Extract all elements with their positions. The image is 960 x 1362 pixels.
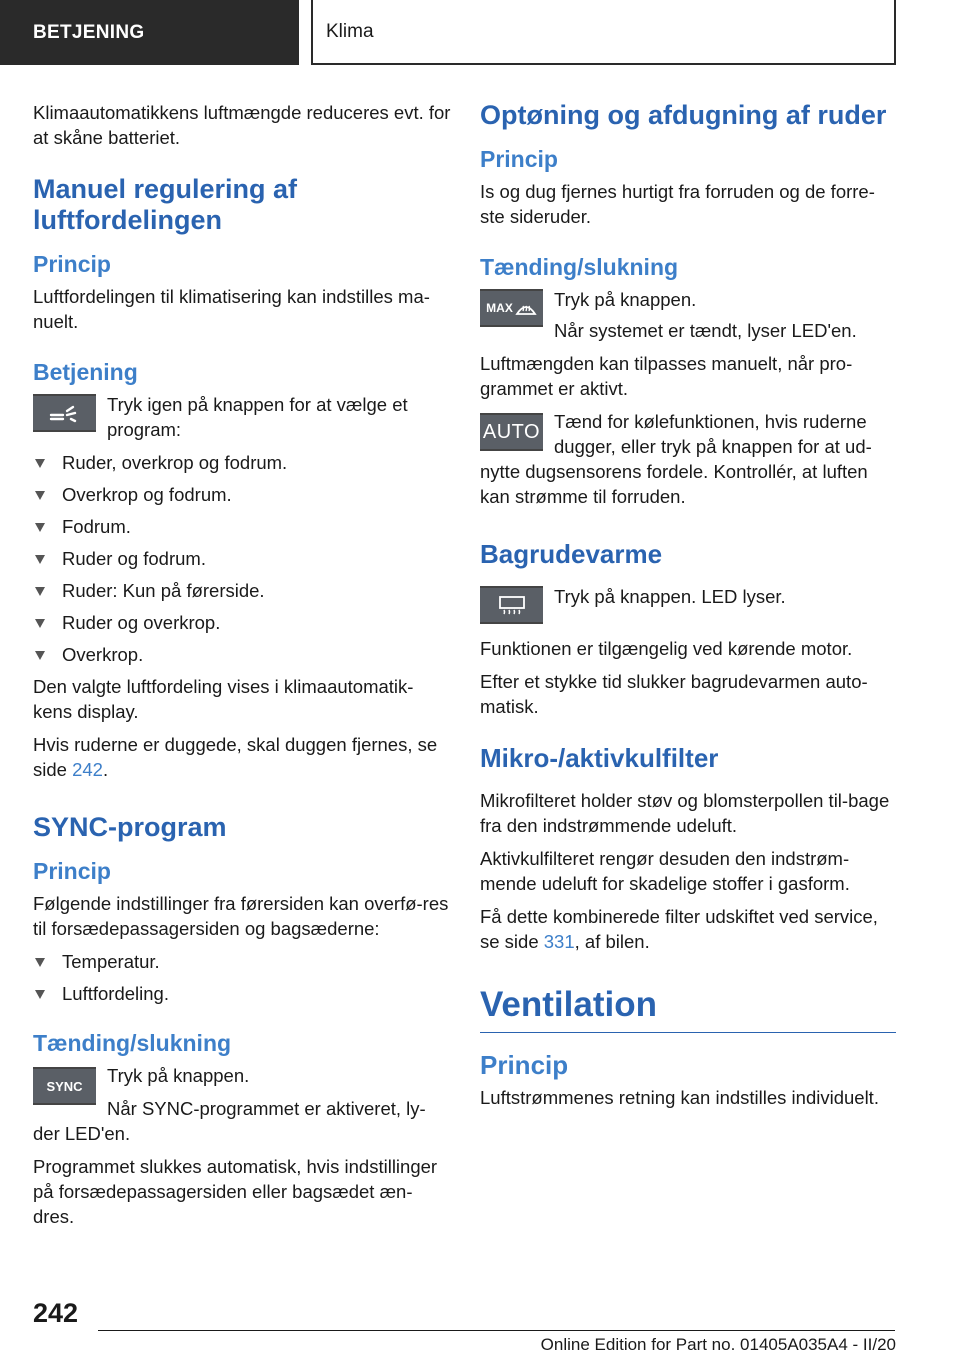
list-item: Ruder, overkrop og fodrum. (33, 450, 451, 475)
auto-text: Tænd for kølefunktionen, hvis ruderne dugger, eller tryk på knappen for at ud-nytte dugsensorens fordele. Kontrollér, at luften kan strømme til forruden. (480, 411, 872, 507)
tending-heading: Tænding/slukning (33, 1030, 232, 1056)
betjening-heading: Betjening (33, 359, 138, 385)
list-item: Fodrum. (33, 514, 451, 539)
section-title: BETJENING (33, 21, 145, 43)
princip-heading: Princip (33, 251, 111, 277)
auto-label: AUTO (482, 420, 541, 443)
page-link[interactable]: 331 (543, 931, 575, 952)
triangle-bullet-icon (35, 651, 45, 660)
sync-button-icon (33, 1067, 96, 1105)
airflow-button-row (33, 392, 451, 442)
max-defrost-button-icon (480, 289, 543, 327)
intro-text: Klimaautomatikkens luftmængde reduceres evt. for at skåne batteriet. (33, 102, 451, 148)
sync-press: Tryk på knappen. (107, 1065, 250, 1086)
sync-label: SYNC (46, 1078, 83, 1094)
defog-heading: Optøning og afdugning af ruder (480, 100, 887, 130)
footer-divider (98, 1330, 895, 1331)
rear-button-row (480, 584, 896, 628)
rear-press: Tryk på knappen. LED lyser. (554, 586, 786, 607)
list-item: Temperatur. (33, 949, 451, 974)
list-item: Ruder og fodrum. (33, 546, 451, 571)
princip-heading: Princip (480, 146, 558, 172)
triangle-bullet-icon (35, 459, 45, 468)
tending-heading: Tænding/slukning (480, 254, 679, 280)
max-led: Når systemet er tændt, lyser LED'en. (554, 320, 857, 341)
sync-heading: SYNC-program (33, 812, 227, 842)
triangle-bullet-icon (35, 491, 45, 500)
triangle-bullet-icon (35, 587, 45, 596)
sync-block (33, 1063, 451, 1146)
section-tab (0, 0, 299, 65)
triangle-bullet-icon (35, 958, 45, 967)
max-button-row (480, 287, 896, 343)
triangle-bullet-icon (35, 619, 45, 628)
sync-off: Programmet slukkes automatisk, hvis indstillinger på forsædepassagersiden eller bagsædet æn-dres. (33, 1156, 438, 1227)
triangle-bullet-icon (35, 523, 45, 532)
airflow-text: Luftmængden kan tilpasses manuelt, når pro-grammet er aktivt. (480, 353, 853, 399)
sync-led: Når SYNC-programmet er aktiveret, ly-der LED'en. (33, 1098, 426, 1144)
list-item: Overkrop. (33, 642, 451, 667)
filter-text-1: Mikrofilteret holder støv og blomsterpollen til-bage fra den indstrømmende udeluft. (480, 790, 890, 836)
vent-text: Luftstrømmenes retning kan indstilles individuelt. (480, 1087, 879, 1108)
triangle-bullet-icon (35, 990, 45, 999)
list-item: Ruder: Kun på førerside. (33, 578, 451, 603)
rear-func: Funktionen er tilgængelig ved kørende motor. (480, 638, 853, 659)
page-number: 242 (33, 1298, 79, 1328)
princip-text: Følgende indstillinger fra førersiden kan overfø-res til forsædepassagersiden og bagsæderne: (33, 893, 449, 939)
manual-heading: Manuel regulering af luftfordelingen (33, 174, 298, 235)
filter-text-3: Få dette kombinerede filter udskiftet ved service, se side 331, af bilen. (480, 906, 878, 952)
filter-text-2: Aktivkulfilteret rengør desuden den indstrøm-mende udeluft for skadelige stoffer i gasform. (480, 848, 850, 894)
sync-list (33, 949, 451, 1006)
betjening-text: Tryk igen på knappen for at vælge et program: (107, 394, 408, 440)
airflow-button-icon (33, 394, 96, 432)
left-column (33, 100, 451, 1237)
auto-block (480, 409, 896, 509)
filter-heading: Mikro-/aktivkulfilter (480, 743, 719, 773)
rear-window-icon (497, 594, 527, 616)
triangle-bullet-icon (35, 555, 45, 564)
princip-heading: Princip (480, 1050, 569, 1080)
page-link[interactable]: 242 (72, 759, 103, 780)
footer-edition: Online Edition for Part no. 01405A035A4 - II/20 (540, 1335, 896, 1354)
airflow-icon (45, 401, 85, 425)
windshield-icon (515, 298, 537, 318)
dugged-text: Hvis ruderne er duggede, skal duggen fjernes, se side 242. (33, 734, 438, 780)
rear-auto: Efter et stykke tid slukker bagrudevarmen auto-matisk. (480, 671, 868, 717)
rear-heading: Bagrudevarme (480, 539, 663, 569)
princip-text: Is og dug fjernes hurtigt fra forruden og de forre-ste sideruder. (480, 181, 875, 227)
program-list (33, 450, 451, 667)
max-label: MAX (486, 301, 513, 315)
list-item: Ruder og overkrop. (33, 610, 451, 635)
ventilation-heading: Ventilation (480, 985, 657, 1024)
auto-button-icon (480, 413, 543, 451)
chapter-title: Klima (326, 20, 374, 42)
display-text: Den valgte luftfordeling vises i klimaautomatik-kens display. (33, 676, 414, 722)
list-item: Overkrop og fodrum. (33, 482, 451, 507)
princip-text: Luftfordelingen til klimatisering kan indstilles ma-nuelt. (33, 286, 430, 332)
chapter-tab (311, 0, 896, 65)
max-press: Tryk på knappen. (554, 289, 697, 310)
right-column (480, 100, 896, 1118)
rear-defrost-button-icon (480, 586, 543, 624)
heading-divider (480, 1032, 896, 1033)
princip-heading: Princip (33, 858, 111, 884)
list-item: Luftfordeling. (33, 981, 451, 1006)
